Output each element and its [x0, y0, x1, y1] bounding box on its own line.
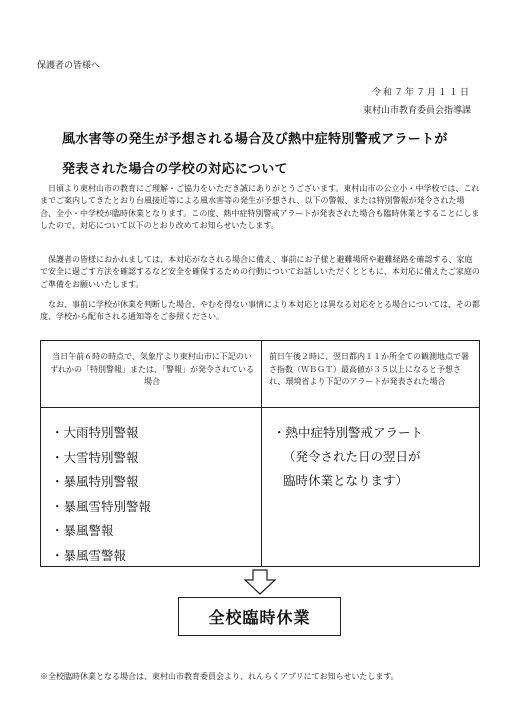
list-item: ・大雪特別警報 — [51, 449, 139, 465]
body-paragraph-2: 保護者の皆様におかれましては、本対応がなされる場合に備え、事前にお子様と避難場所や避難経路を確認する、家庭で安全に過ごす方法を確認するなど安全を確保するための行動についてお話しいただくとともに、本対応に備えたご家庭のご準備をお願いいたします。 — [40, 255, 480, 289]
title-line-1: 風水害等の発生が予想される場合及び熱中症特別警戒アラートが — [62, 132, 448, 147]
list-item: ・大雨特別警報 — [51, 425, 139, 440]
heat-alert-note-line-1: （発令された日の翌日が — [283, 449, 421, 464]
heat-alert-condition: 前日午後２時に、翌日都内１１か所全ての観測地点で暑さ指数（ＷＢＧＴ）最高値が３５以上になると予想され、環境省より下記のアラートが発表された場合 — [269, 352, 469, 387]
list-item: ・暴風特別警報 — [51, 474, 139, 490]
title-line-2: 発表された場合の学校の対応について — [62, 162, 288, 177]
body-paragraph-3: なお、事前に学校が休業を判断した場合、やむを得ない事情により本対応とは異なる対応をとる場合については、その都度、学校から配布される通知等をご参照ください。 — [40, 300, 480, 322]
warning-list — [51, 421, 151, 569]
issue-date: 令和７年７月１１日 — [371, 88, 471, 98]
heat-alert-note-line-2: 臨時休業となります） — [283, 473, 409, 488]
down-arrow-icon — [243, 569, 277, 595]
list-item: ・暴風警報 — [51, 523, 114, 539]
school-closure-label: 全校臨時休業 — [178, 597, 341, 636]
list-item: ・暴風雪特別警報 — [51, 498, 152, 514]
weather-warning-condition: 当日午前６時の時点で、気象庁より東村山市に下記のいずれかの「特別警報」または、「警報」が発令されている場合 — [50, 352, 254, 387]
body-paragraph-1: 日頃より東村山市の教育にご理解・ご協力をいただき誠にありがとうございます。東村山市の公立小・中学校では、これまでご案内してきたとおり台風接近等による風水害等の発生が予想され、以下の警報、または特別警報が発令された場合、全小・中学校が臨時休業となります。この度、熱中症特別警戒アラートが発表された場合も臨時休業とすることにしましたので、対応について以下のとおり改めてお知らせいたします。 — [40, 184, 480, 231]
heat-alert-item: ・熱中症特別警戒アラート — [273, 425, 424, 440]
table-column-divider — [261, 341, 262, 566]
list-item: ・暴風雪警報 — [51, 547, 127, 563]
issuer: 東村山市教育委員会指導課 — [362, 106, 471, 116]
conditions-table — [40, 340, 480, 567]
footnote: ※全校臨時休業となる場合は、東村山市教育委員会より、れんらくアプリにてお知らせいたします。 — [40, 672, 399, 681]
table-row-divider — [41, 407, 479, 408]
heat-alert-block — [273, 421, 423, 493]
addressee: 保護者の皆様へ — [37, 61, 101, 71]
